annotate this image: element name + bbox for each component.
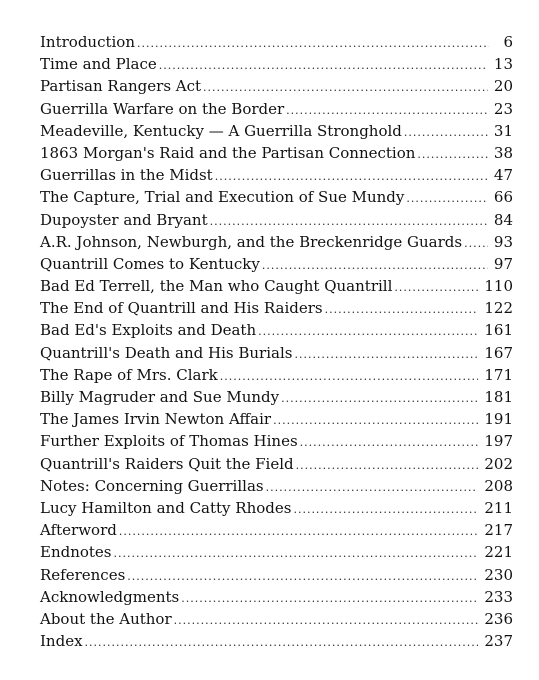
toc-entry-title: Further Exploits of Thomas Hines	[40, 432, 298, 451]
toc-entry-title: Endnotes	[40, 543, 112, 562]
toc-entry-page-number: 97	[493, 254, 513, 273]
toc-entry-page-number: 38	[493, 143, 513, 162]
dot-leader	[262, 255, 488, 277]
toc-entry-page-number: 233	[484, 587, 513, 606]
toc-entry-title: Meadeville, Kentucky — A Guerrilla Stronghold	[40, 121, 402, 140]
toc-entry-title: Bad Ed's Exploits and Death	[40, 321, 257, 340]
toc-entry	[40, 453, 513, 475]
toc-entry	[40, 342, 513, 364]
dot-leader	[220, 366, 479, 388]
toc-entry-page-number: 191	[484, 410, 513, 429]
toc-entry-title: Quantrill's Raiders Quit the Field	[40, 454, 294, 473]
toc-entry	[40, 519, 513, 541]
toc-entry	[40, 209, 513, 231]
dot-leader	[273, 410, 478, 432]
toc-entry-page-number: 211	[484, 498, 513, 517]
toc-entry-page-number: 93	[493, 232, 513, 251]
toc-entry-title: References	[40, 565, 126, 584]
toc-entry-title: Quantrill's Death and His Burials	[40, 343, 293, 362]
toc-entry-page-number: 236	[484, 609, 513, 628]
toc-entry-page-number: 197	[484, 432, 513, 451]
toc-entry	[40, 475, 513, 497]
toc-entry-page-number: 66	[493, 188, 513, 207]
toc-entry-title: Billy Magruder and Sue Mundy	[40, 388, 280, 406]
toc-entry-page-number: 181	[484, 388, 513, 406]
dot-leader	[174, 610, 479, 632]
dot-leader	[159, 55, 488, 77]
dot-leader	[294, 344, 478, 366]
toc-entry-page-number: 202	[484, 454, 513, 473]
dot-leader	[258, 321, 478, 343]
dot-leader	[266, 477, 479, 499]
toc-entry	[40, 98, 513, 120]
dot-leader	[406, 188, 488, 210]
toc-entry-title: 1863 Morgan's Raid and the Partisan Connection	[40, 143, 416, 162]
toc-entry-page-number: 20	[493, 77, 513, 96]
toc-entry-title: The Capture, Trial and Execution of Sue Mundy	[40, 188, 405, 207]
toc-entry-page-number: 110	[484, 277, 513, 296]
toc-entry-page-number: 47	[493, 166, 513, 185]
dot-leader	[404, 122, 488, 144]
dot-leader	[210, 211, 488, 233]
toc-entry-page-number: 122	[484, 299, 513, 318]
toc-entry-page-number: 6	[503, 33, 513, 51]
toc-entry-page-number: 237	[484, 632, 513, 651]
toc-entry-page-number: 217	[484, 521, 513, 540]
dot-leader	[296, 455, 479, 477]
toc-entry	[40, 275, 513, 297]
toc-entry-title: Time and Place	[40, 55, 157, 74]
dot-leader	[417, 144, 488, 166]
toc-entry-page-number: 221	[484, 543, 513, 562]
toc-entry	[40, 630, 513, 652]
dot-leader	[137, 33, 489, 55]
dot-leader	[300, 432, 479, 454]
toc-entry-page-number: 161	[484, 321, 513, 340]
toc-entry-title: Partisan Rangers Act	[40, 77, 202, 96]
dot-leader	[281, 388, 478, 410]
toc-entry	[40, 497, 513, 519]
toc-entry-title: The End of Quantrill and His Raiders	[40, 299, 323, 318]
dot-leader	[394, 277, 478, 299]
toc-entry	[40, 142, 513, 164]
toc-entry-title: Notes: Concerning Guerrillas	[40, 476, 264, 495]
dot-leader	[181, 588, 478, 610]
toc-entry-title: Acknowledgments	[40, 587, 180, 606]
toc-entry-page-number: 171	[484, 365, 513, 384]
toc-entry-title: Introduction	[40, 33, 135, 51]
table-of-contents	[40, 31, 513, 652]
dot-leader	[119, 521, 479, 543]
dot-leader	[464, 233, 488, 255]
dot-leader	[215, 166, 488, 188]
toc-entry-page-number: 208	[484, 476, 513, 495]
toc-entry	[40, 608, 513, 630]
dot-leader	[127, 566, 478, 588]
toc-entry-page-number: 167	[484, 343, 513, 362]
toc-entry	[40, 31, 513, 53]
toc-entry-title: Lucy Hamilton and Catty Rhodes	[40, 498, 292, 517]
toc-entry-title: A.R. Johnson, Newburgh, and the Breckenridge Guards	[40, 232, 463, 251]
toc-entry-title: Afterword	[40, 521, 117, 540]
toc-entry	[40, 541, 513, 563]
toc-entry-title: About the Author	[40, 609, 172, 628]
toc-entry-page-number: 230	[484, 565, 513, 584]
toc-entry	[40, 430, 513, 452]
toc-entry-title: Guerrilla Warfare on the Border	[40, 99, 285, 118]
toc-entry-page-number: 31	[493, 121, 513, 140]
toc-entry	[40, 253, 513, 275]
toc-entry-title: Quantrill Comes to Kentucky	[40, 254, 260, 273]
dot-leader	[325, 299, 479, 321]
dot-leader	[293, 499, 478, 521]
dot-leader	[114, 543, 479, 565]
toc-entry	[40, 319, 513, 341]
toc-entry	[40, 364, 513, 386]
toc-entry-page-number: 84	[493, 210, 513, 229]
toc-entry	[40, 75, 513, 97]
toc-entry-title: Dupoyster and Bryant	[40, 210, 208, 229]
toc-entry-page-number: 23	[493, 99, 513, 118]
dot-leader	[286, 100, 488, 122]
toc-entry-title: The James Irvin Newton Affair	[40, 410, 272, 429]
toc-entry	[40, 231, 513, 253]
toc-entry	[40, 386, 513, 408]
toc-entry	[40, 564, 513, 586]
toc-entry-title: Guerrillas in the Midst	[40, 166, 213, 185]
toc-entry-title: Bad Ed Terrell, the Man who Caught Quantrill	[40, 277, 393, 296]
toc-entry	[40, 53, 513, 75]
toc-entry-page-number: 13	[493, 55, 513, 74]
toc-entry	[40, 586, 513, 608]
toc-entry-title: The Rape of Mrs. Clark	[40, 365, 218, 384]
toc-entry	[40, 164, 513, 186]
toc-entry	[40, 408, 513, 430]
toc-entry	[40, 120, 513, 142]
toc-entry	[40, 186, 513, 208]
dot-leader	[203, 77, 488, 99]
toc-entry	[40, 297, 513, 319]
toc-entry-title: Index	[40, 632, 83, 651]
dot-leader	[85, 632, 479, 654]
